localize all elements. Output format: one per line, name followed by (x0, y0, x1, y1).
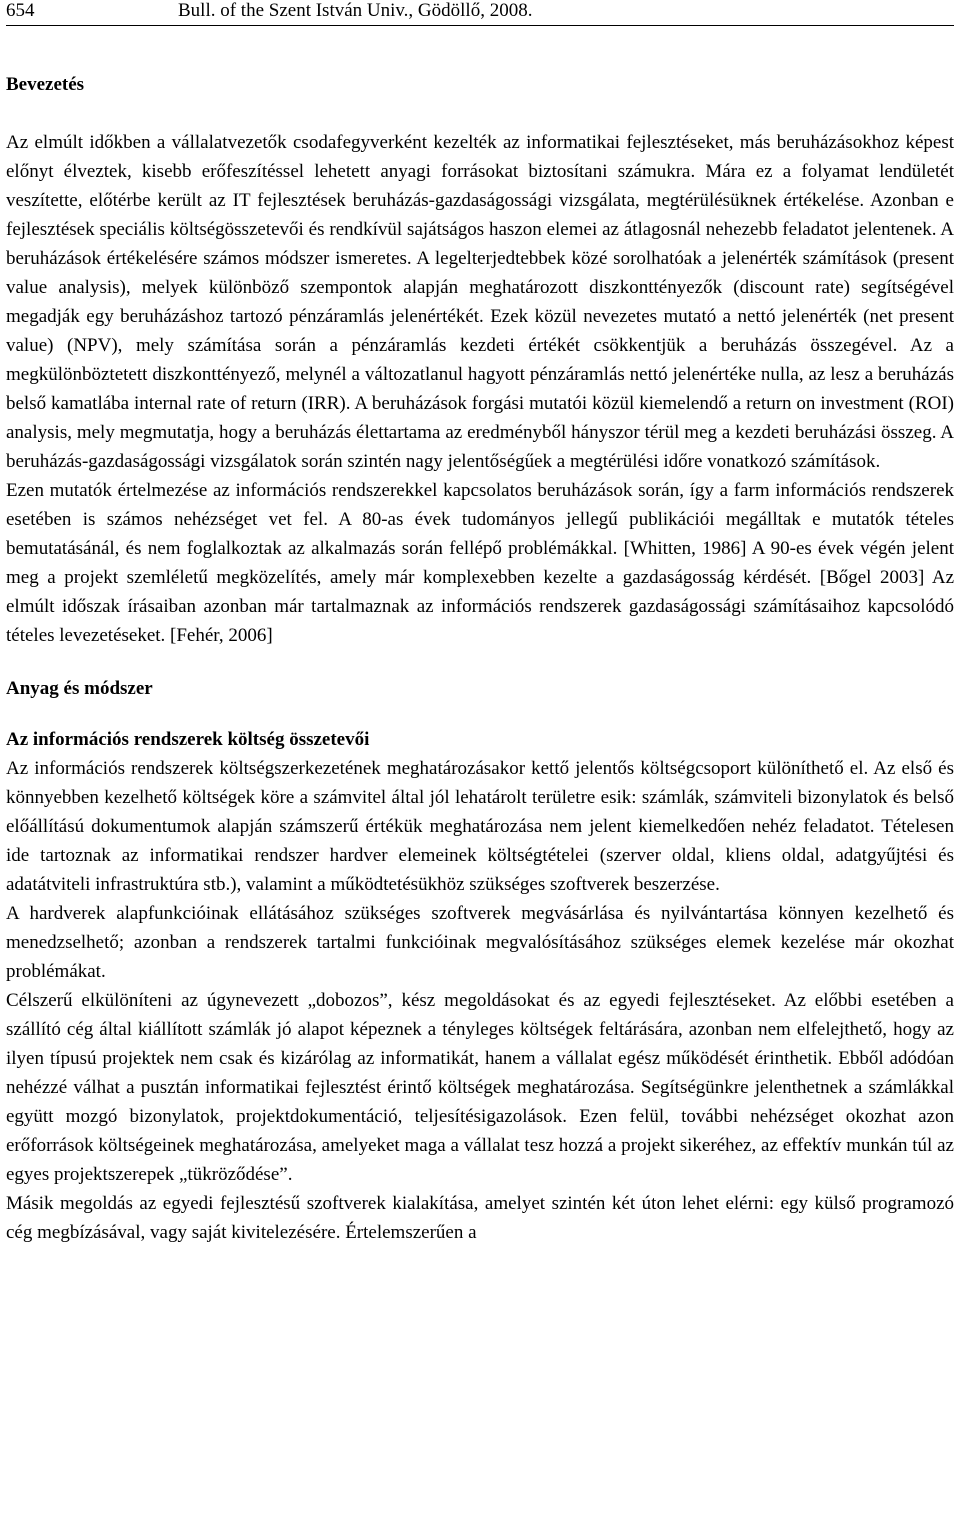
paragraph-cost-3: Célszerű elkülöníteni az úgynevezett „dobozos”, kész megoldásokat és az egyedi fejlesztéseket. Az előbbi esetében a szállító cég által kiállított számlák jó alapot képeznek a tényleges költségek feltárására, azonban nem elfelejthető, hogy az ilyen típusú projektek nem csak és kizárólag az informatikát, hanem a vállalat egész működését érinthetik. Ebből adódóan nehézzé válhat a pusztán informatikai fejlesztést érintő költségek meghatározása. Segítségünkre jelenthetnek a számlákkal együtt mozgó bizonylatok, projektdokumentáció, teljesítésigazolások. Ezen felül, további nehézséget okozhat azon erőforrások költségeinek meghatározása, amelyeket maga a vállalat tesz hozzá a projekt sikeréhez, az effektív munkán túl az egyes projektszerepek „tükröződése”. (6, 990, 954, 1185)
heading-intro: Bevezetés (6, 74, 85, 95)
spacer (6, 703, 954, 725)
paragraph-cost-1: Az információs rendszerek költségszerkezetének meghatározásakor kettő jelentős költségcsoport különíthető el. Az első és könnyebben kezelhető költségek köre a számvitel által jól lehatárolt területre esik: számlák, számviteli bizonylatok és belső előállítású dokumentumok alapján számszerű értékük meghatározása nem jelent kiemelkedően nehéz feladatot. Tételesen ide tartoznak az informatikai rendszer hardver elemeinek költségtételei (szerver oldal, kliens oldal, adatgyűjtési és adatátviteli infrastruktúra stb.), valamint a működtetésükhöz szükséges szoftverek beszerzése. (6, 758, 954, 895)
paragraph-cost-4: Másik megoldás az egyedi fejlesztésű szoftverek kialakítása, amelyet szintén két úton lehet elérni: egy külső programozó cég megbízásával, vagy saját kivitelezésére. Értelemszerűen a (6, 1193, 954, 1243)
header-rule (6, 25, 954, 26)
spacer (6, 650, 954, 674)
page-header (6, 0, 954, 26)
paragraph-intro-2: Ezen mutatók értelmezése az információs rendszerekkel kapcsolatos beruházások során, így a farm információs rendszerek esetében is számos nehézséget vet fel. A 80-as évek tudományos jellegű publikációi megálltak e mutatók tételes bemutatásánál, és nem foglalkoztak az alkalmazás során fellépő problémákkal. [Whitten, 1986] A 90-es évek végén jelent meg a projekt szemléletű megközelítés, amely már komplexebben kezelte a gazdaságosság kérdését. [Bőgel 2003] Az elmúlt időszak írásaiban azonban már tartalmaznak az információs rendszerek gazdaságossági számításaihoz kapcsolódó tételes levezetéseket. [Fehér, 2006] (6, 480, 954, 646)
page-number: 654 (6, 0, 35, 21)
heading-methods: Anyag és módszer (6, 678, 153, 699)
paragraph-intro: Az elmúlt időkben a vállalatvezetők csodafegyverként kezelték az informatikai fejlesztéseket, más beruházásokhoz képest előnyt élveztek, kisebb erőfeszítéssel lehetett anyagi forrásokat biztosítani számukra. Mára ez a folyamat lendületét veszítette, előtérbe került az IT fejlesztések beruházás-gazdaságossági vizsgálata, megtérülésüknek értékelése. Azonban e fejlesztések speciális költségösszetevői és rendkívül sajátságos haszon elemei az átlagosnál nehezebb feladatot jelentenek. A beruházások értékelésére számos módszer ismeretes. A legelterjedtebbek közé sorolhatóak a jelenérték számítások (present value analysis), melyek különböző szempontok alapján meghatározott diszkonttényezők (discount rate) segítségével megadják egy beruházáshoz tartozó pénzáramlás jelenértékét. Ezek közül nevezetes mutató a nettó jelenérték (net present value) (NPV), mely számítása során a pénzáramlás kezdeti értékét csökkentjük a beruházás összegével. Az a megkülönböztetett diszkonttényező, melynél a változatlanul hagyott pénzáramlás nettó jelenértéke nulla, az lesz a beruházás belső kamatlába internal rate of return (IRR). A beruházások forgási mutatói közül kiemelendő a return on investment (ROI) analysis, mely megmutatja, hogy a beruházás élettartama az eredményből hányszor térül meg a kezdeti beruházási összeg. A beruházás-gazdaságossági vizsgálatok során szintén nagy jelentőségűek a megtérülési időre vonatkozó számítások. (6, 132, 954, 472)
subheading-cost-components: Az információs rendszerek költség összetevői (6, 729, 370, 750)
paragraph-cost-2: A hardverek alapfunkcióinak ellátásához szükséges szoftverek megvásárlása és nyilvántartása könnyen kezelhető és menedzselhető; azonban a rendszerek tartalmi funkcióinak megvalósításához szükséges elemek kezelése már okozhat problémákat. (6, 903, 954, 982)
journal-citation: Bull. of the Szent István Univ., Gödöllő, 2008. (178, 0, 533, 21)
article-body (6, 70, 954, 1247)
